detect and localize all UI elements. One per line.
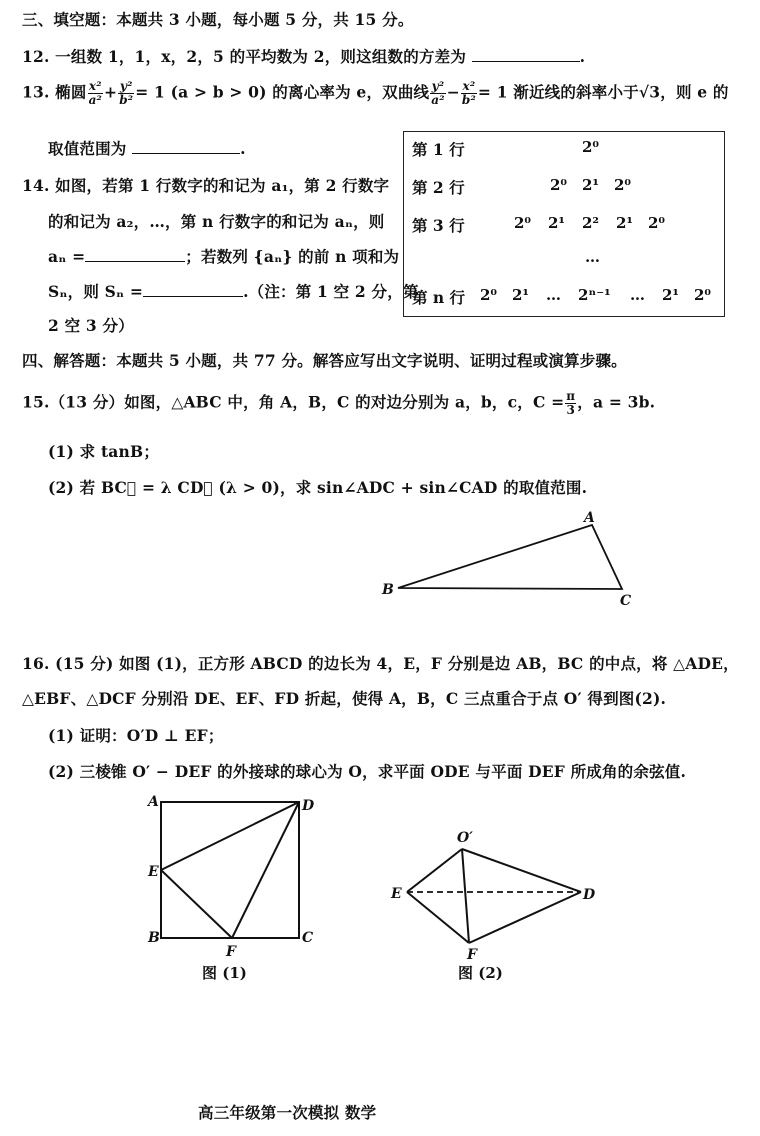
question-12 xyxy=(22,45,585,67)
row-label-1: 第 1 行 xyxy=(412,140,465,159)
table-cell: … xyxy=(546,286,561,304)
fig1-label-f: F xyxy=(226,944,236,960)
q13-plus: + xyxy=(104,82,118,102)
frac-numerator: y² xyxy=(119,79,133,93)
triangle-abc-figure xyxy=(370,505,640,610)
q14-line-2: 的和记为 a₂，…，第 n 行数字的和记为 aₙ，则 xyxy=(48,212,385,231)
table-cell: … xyxy=(630,286,645,304)
q14-line-3 xyxy=(48,245,399,267)
frac-denominator: 3 xyxy=(566,403,576,417)
q15-frac xyxy=(565,390,576,417)
q14-line4-tail: .（注：第 1 空 2 分，第 xyxy=(243,282,419,301)
section-3-title: 三、填空题：本题共 3 小题，每小题 5 分，共 15 分。 xyxy=(22,10,414,29)
q16-line-2: △EBF、△DCF 分别沿 DE、EF、FD 折起，使得 A，B，C 三点重合于点 O′ 得到图(2). xyxy=(22,689,667,708)
figure-1-square xyxy=(140,790,330,960)
q14-blank-2[interactable] xyxy=(143,282,243,297)
q13-frac-3 xyxy=(430,80,445,107)
q14-line3-tail: ；若数列 {aₙ} 的前 n 项和为 xyxy=(185,247,400,266)
q13-line-2 xyxy=(48,137,246,159)
q13-minus: − xyxy=(446,82,460,102)
q12-end: . xyxy=(579,47,586,66)
q13-frac-4 xyxy=(461,80,477,107)
fig1-label-b: B xyxy=(148,930,160,946)
edge-ef xyxy=(407,892,469,943)
table-cell: 2¹ xyxy=(582,176,600,194)
figure-1-caption: 图 (1) xyxy=(202,964,247,982)
table-cell: 2¹ xyxy=(512,286,530,304)
section-4-title: 四、解答题：本题共 5 小题，共 77 分。解答应写出文字说明、证明过程或演算步骤。 xyxy=(22,351,627,370)
table-cell: 2¹ xyxy=(662,286,680,304)
q14-sn-label: Sₙ，则 Sₙ = xyxy=(48,282,144,301)
q14-an-label: aₙ = xyxy=(48,247,86,266)
table-cell: 2² xyxy=(582,214,600,232)
q13-part3: = 1 渐近线的斜率小于√3，则 e 的 xyxy=(477,82,729,102)
fig2-label-e: E xyxy=(391,886,402,902)
frac-denominator: b² xyxy=(119,93,134,107)
table-cell: 2⁰ xyxy=(648,214,666,232)
q15-head-text: 15.（13 分）如图，△ABC 中，角 A，B，C 的对边分别为 a，b，c，C = xyxy=(22,392,565,412)
frac-numerator: y² xyxy=(431,79,445,93)
frac-numerator: x² xyxy=(462,79,476,93)
q13-line2-text: 取值范围为 xyxy=(48,139,127,158)
table-cell: 2¹ xyxy=(616,214,634,232)
table-cell: 2⁰ xyxy=(550,176,568,194)
edge-oe xyxy=(407,849,462,892)
row-label-2: 第 2 行 xyxy=(412,178,465,197)
edge-of xyxy=(462,849,469,943)
square-abcd xyxy=(161,802,299,938)
table-cell: 2⁰ xyxy=(480,286,498,304)
q15-part-1: (1) 求 tanB； xyxy=(48,442,160,461)
row-label-3: 第 3 行 xyxy=(412,216,465,235)
row-label-n: 第 n 行 xyxy=(412,288,466,307)
fig1-label-d: D xyxy=(302,798,315,814)
number-triangle-table xyxy=(403,131,725,317)
vertex-a-label: A xyxy=(584,510,595,526)
q13-frac-1 xyxy=(88,80,103,107)
q12-answer-blank[interactable] xyxy=(472,47,580,62)
figure-2-caption: 图 (2) xyxy=(458,964,503,982)
fig2-label-o: O′ xyxy=(457,830,473,846)
segment-ed xyxy=(161,802,299,870)
q13-frac-2 xyxy=(118,80,134,107)
segment-ef xyxy=(161,870,232,938)
fig1-label-a: A xyxy=(148,794,159,810)
q16-part-2: (2) 三棱锥 O′ − DEF 的外接球的球心为 O，求平面 ODE 与平面 DEF 所成角的余弦值. xyxy=(48,762,687,781)
page-footer: 高三年级第一次模拟 数学 xyxy=(198,1103,377,1122)
fig2-label-d: D xyxy=(583,887,596,903)
q14-line-4 xyxy=(48,280,419,302)
vertex-c-label: C xyxy=(620,593,632,609)
q13-end: . xyxy=(240,139,246,158)
triangle-abc xyxy=(398,525,622,589)
fig2-label-f: F xyxy=(467,947,477,960)
vertex-b-label: B xyxy=(382,582,394,598)
fig1-label-e: E xyxy=(148,864,159,880)
fig1-label-c: C xyxy=(302,930,314,946)
q13-answer-blank[interactable] xyxy=(132,139,240,154)
q15-head xyxy=(22,390,655,417)
frac-numerator: π xyxy=(566,389,576,403)
q14-blank-1[interactable] xyxy=(85,247,185,262)
edge-od xyxy=(462,849,581,892)
q16-part-1: (1) 证明：O′D ⊥ EF； xyxy=(48,726,224,745)
edge-fd xyxy=(469,892,581,943)
q15-head-tail: ，a = 3b. xyxy=(577,392,656,412)
q14-line-5: 2 空 3 分） xyxy=(48,316,134,335)
frac-denominator: a² xyxy=(431,93,445,107)
table-ellipsis: … xyxy=(585,248,600,266)
question-13 xyxy=(22,80,729,107)
table-cell: 2⁰ xyxy=(694,286,712,304)
frac-denominator: a² xyxy=(88,93,102,107)
table-cell: 2⁰ xyxy=(614,176,632,194)
q13-part1: 13. 椭圆 xyxy=(22,82,87,102)
segment-fd xyxy=(232,802,299,938)
table-cell: 2¹ xyxy=(548,214,566,232)
figure-2-tetrahedron xyxy=(385,825,605,960)
q14-line-1: 14. 如图，若第 1 行数字的和记为 a₁，第 2 行数字 xyxy=(22,176,390,195)
table-cell: 2⁰ xyxy=(514,214,532,232)
q16-line-1: 16. (15 分) 如图 (1)，正方形 ABCD 的边长为 4，E，F 分别是边 AB，BC 的中点，将 △ADE， xyxy=(22,654,739,673)
q15-part-2: (2) 若 BC⃗ = λ CD⃗ (λ > 0)，求 sin∠ADC + sin∠CAD 的取值范围. xyxy=(48,478,588,497)
q13-part2: = 1 (a > b > 0) 的离心率为 e，双曲线 xyxy=(135,82,430,102)
table-cell: 2ⁿ⁻¹ xyxy=(578,286,611,304)
q12-text: 12. 一组数 1，1，x，2，5 的平均数为 2，则这组数的方差为 xyxy=(22,47,467,66)
table-cell: 2⁰ xyxy=(582,138,600,156)
frac-denominator: b² xyxy=(461,93,476,107)
frac-numerator: x² xyxy=(88,79,102,93)
